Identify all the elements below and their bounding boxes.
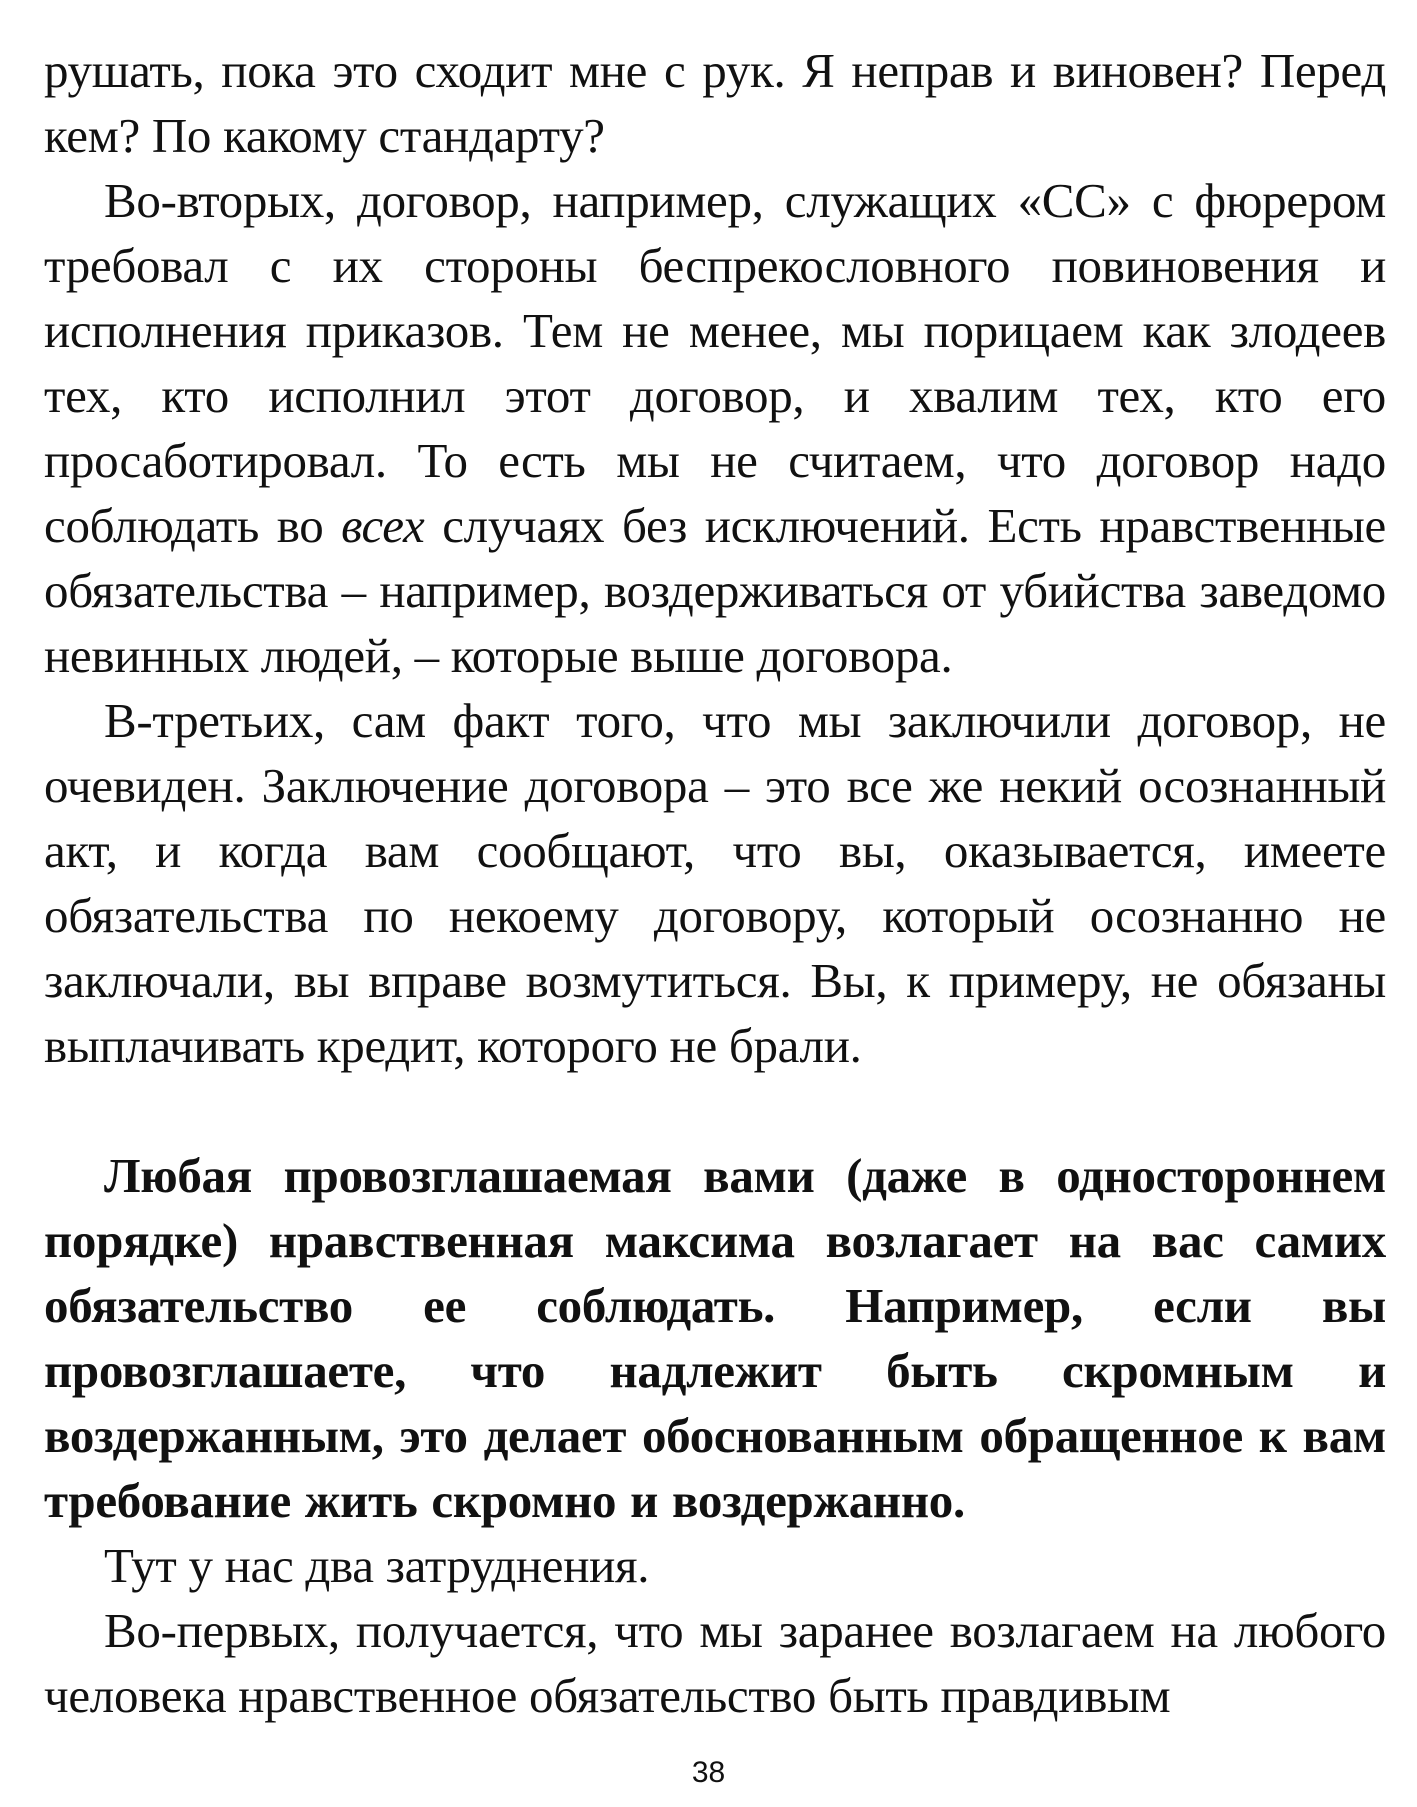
paragraph-two-difficulties: Тут у нас два затруднения. [104, 1538, 650, 1593]
paragraph-continuation: рушать, пока это сходит мне с рук. Я неправ и виновен? Перед кем? По какому стандарту? [44, 43, 1386, 163]
paragraph-secondly-before: Во-вторых, договор, например, служащих «СС» с фюрером требовал с их стороны беспрекословного повиновения и исполнения приказов. Тем не менее, мы порицаем как злодеев тех, кто исполнил этот договор, и хвалим тех, кто его просаботировал. То есть мы не считаем, что договор надо соблюдать во [44, 173, 1386, 553]
page-number: 38 [691, 1756, 726, 1789]
bold-thesis: Любая провозглашаемая вами (даже в одностороннем порядке) нравственная максима возлагает на вас самих обязательство ее соблюдать. Например, если вы провозглашаете, что надлежит быть скромным и воздержанным, это делает обоснованным обращенное к вам требование жить скромно и воздержанно. [44, 1148, 1386, 1528]
paragraph-secondly-after: случаях без исключений. Есть нравственные обязательства – например, воздерживаться от убийства заведомо невинных людей, – которые выше договора. [44, 498, 1386, 683]
paragraph-thirdly: В-третьих, сам факт того, что мы заключили договор, не очевиден. Заключение договора – это все же некий осознанный акт, и когда вам сообщают, что вы, оказывается, имеете обязательства по некоему договору, который осознанно не заключали, вы вправе возмутиться. Вы, к примеру, не обязаны выплачивать кредит, которого не брали. [44, 693, 1386, 1073]
paragraph-secondly [44, 168, 1386, 688]
paragraph-firstly: Во-первых, получается, что мы заранее возлагаем на любого человека нравственное обязательство быть правдивым [44, 1603, 1386, 1723]
book-page [44, 38, 1386, 1728]
emphasis-all: всех [341, 498, 425, 553]
